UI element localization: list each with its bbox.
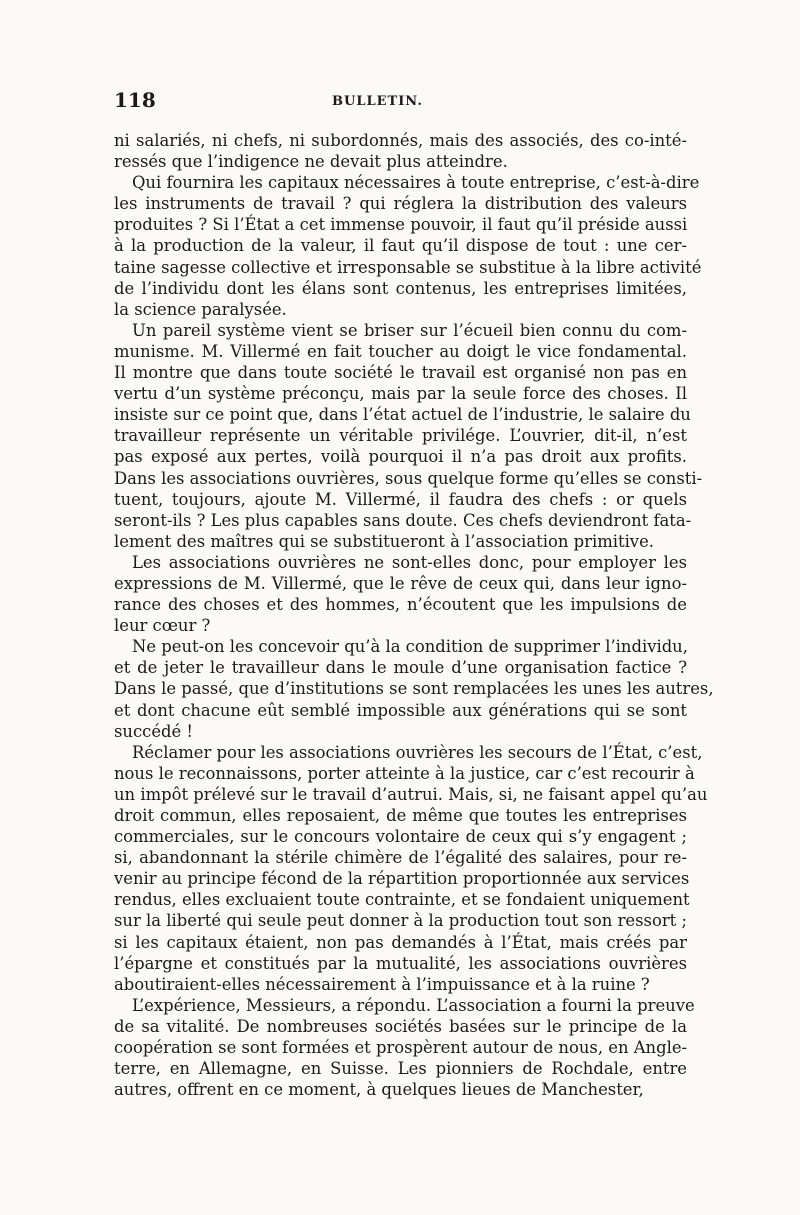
text-line: nous le reconnaissons, porter atteinte à la justice, car c’est recourir à [114, 763, 695, 783]
text-line: munisme. M. Villermé en fait toucher au doigt le vice fondamental. [114, 341, 687, 361]
text-line: L’expérience, Messieurs, a répondu. L’association a fourni la preuve [132, 995, 695, 1015]
text-line: si, abandonnant la stérile chimère de l’égalité des salaires, pour re- [114, 848, 687, 868]
book-page [114, 88, 714, 1100]
text-line: Ne peut-on les concevoir qu’à la condition de supprimer l’individu, [132, 637, 688, 657]
text-line: ressés que l’indigence ne devait plus atteindre. [114, 152, 508, 172]
text-line: produites ? Si l’État a cet immense pouvoir, il faut qu’il préside aussi [114, 215, 688, 235]
text-line: seront-ils ? Les plus capables sans doute. Ces chefs deviendront fata- [114, 510, 692, 530]
text-line: terre, en Allemagne, en Suisse. Les pionniers de Rochdale, entre [114, 1059, 687, 1079]
text-line: aboutiraient-elles nécessairement à l’impuissance et à la ruine ? [114, 974, 650, 994]
text-line: Les associations ouvrières ne sont-elles donc, pour employer les [132, 552, 687, 572]
text-line: droit commun, elles reposaient, de même que toutes les entreprises [114, 806, 687, 825]
paragraph [114, 172, 702, 320]
text-line: venir au principe fécond de la répartition proportionnée aux services [114, 869, 690, 889]
page-header [114, 88, 687, 130]
text-line: commerciales, sur le concours volontaire de ceux qui s’y engagent ; [114, 827, 687, 847]
text-line: Un pareil système vient se briser sur l’écueil bien connu du com- [132, 320, 687, 340]
text-line: insiste sur ce point que, dans l’état actuel de l’industrie, le salaire du [114, 405, 691, 425]
text-line: et de jeter le travailleur dans le moule d’une organisation factice ? [114, 658, 687, 678]
text-line: travailleur représente un véritable privilége. L’ouvrier, dit-il, n’est [114, 426, 687, 446]
text-line: la science paralysée. [114, 299, 287, 319]
text-line: succédé ! [114, 721, 194, 741]
text-line: autres, offrent en ce moment, à quelques lieues de Manchester, [114, 1080, 644, 1100]
running-head: BULLETIN. [332, 94, 423, 109]
paragraph [114, 995, 695, 1100]
text-line: un impôt prélevé sur le travail d’autrui. Mais, si, ne faisant appel qu’au [114, 784, 708, 804]
text-line: ni salariés, ni chefs, ni subordonnés, mais des associés, des co-inté- [114, 131, 687, 150]
text-line: tuent, toujours, ajoute M. Villermé, il faudra des chefs : or quels [114, 489, 687, 509]
text-line: rance des choses et des hommes, n’écoutent que les impulsions de [114, 595, 687, 615]
text-line: Qui fournira les capitaux nécessaires à toute entreprise, c’est-à-dire [132, 173, 700, 193]
text-line: Dans le passé, que d’institutions se sont remplacées les unes les autres, [114, 679, 714, 699]
text-line: leur cœur ? [114, 616, 211, 636]
text-line: les instruments de travail ? qui réglera la distribution des valeurs [114, 194, 687, 214]
page-number: 118 [114, 88, 156, 112]
text-line: à la production de la valeur, il faut qu’il dispose de tout : une cer- [114, 236, 687, 256]
paragraph [114, 130, 687, 172]
text-line: coopération se sont formées et prospèrent autour de nous, en Angle- [114, 1038, 688, 1058]
text-line: lement des maîtres qui se substitueront à l’association primitive. [114, 531, 654, 551]
body-text [114, 130, 714, 1100]
text-line: l’épargne et constitués par la mutualité, les associations ouvrières [114, 953, 687, 973]
text-line: de sa vitalité. De nombreuses sociétés basées sur le principe de la [114, 1016, 687, 1036]
text-line: et dont chacune eût semblé impossible aux générations qui se sont [114, 700, 687, 720]
text-line: de l’individu dont les élans sont contenus, les entreprises limitées, [114, 278, 687, 298]
paragraph [114, 742, 708, 995]
text-line: Réclamer pour les associations ouvrières les secours de l’État, c’est, [132, 742, 703, 762]
text-line: sur la liberté qui seule peut donner à la production tout son ressort ; [114, 911, 687, 931]
paragraph [114, 636, 714, 741]
paragraph [114, 320, 703, 552]
text-line: Dans les associations ouvrières, sous quelque forme qu’elles se consti- [114, 468, 703, 488]
paragraph [114, 552, 687, 636]
text-line: taine sagesse collective et irresponsable se substitue à la libre activité [114, 257, 702, 277]
text-line: Il montre que dans toute société le travail est organisé non pas en [114, 363, 687, 383]
text-line: vertu d’un système préconçu, mais par la seule force des choses. Il [114, 384, 687, 404]
text-line: rendus, elles excluaient toute contrainte, et se fondaient uniquement [114, 890, 690, 910]
text-line: pas exposé aux pertes, voilà pourquoi il n’a pas droit aux profits. [114, 447, 687, 467]
text-line: expressions de M. Villermé, que le rêve de ceux qui, dans leur igno- [114, 573, 687, 593]
text-line: si les capitaux étaient, non pas demandés à l’État, mais créés par [114, 932, 687, 952]
